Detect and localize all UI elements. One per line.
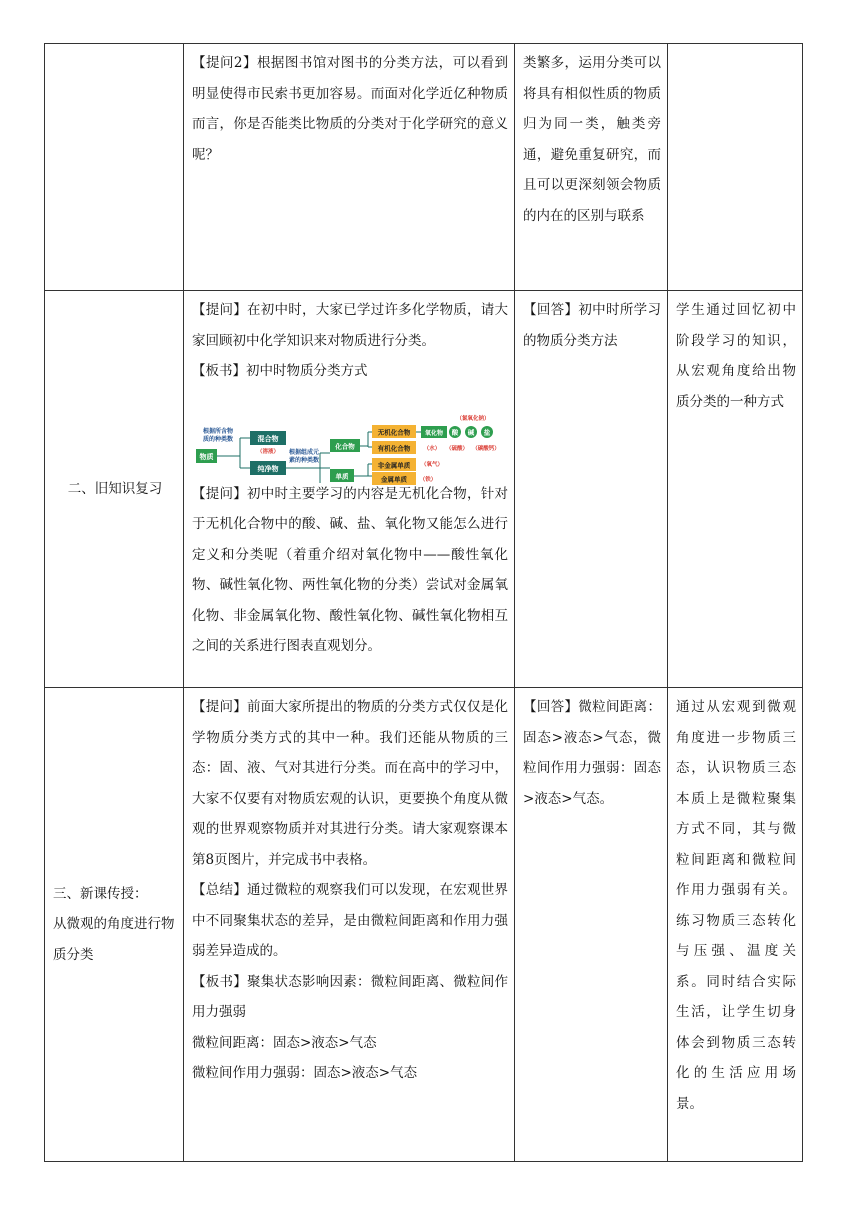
distance-line: 微粒间距离：固态>液态>气态 [192,1034,377,1051]
table-row [45,688,803,1162]
stage-title: 二、旧知识复习 [67,480,163,497]
metal-example: （铁） [419,476,437,483]
student-answer-text: 【回答】微粒间距离：固态>液态>气态，微粒间作用力强弱：固态>液态>气态。 [523,699,661,807]
design-intent-text: 通过从宏观到微观角度进一步物质三态，认识物质三态本质上是微粒聚集方式不同，其与微粒间距离和微粒间作用力强弱有关。练习物质三态转化与压强、温度关系。同时结合实际生活，让学生切身体会到物质三态转化的生活应用场景。 [676,699,796,1112]
stage-title: 三、新课传授： [53,885,148,902]
table-row [45,44,803,291]
nonmetal-example: （氧气） [420,461,444,468]
salt-label: 盐 [483,428,491,436]
basis-2-line-b: 素的种类数 [288,456,320,464]
stage-cell [45,688,184,1162]
table-row [45,291,803,688]
root-label: 物质 [199,452,214,461]
pure-label: 纯净物 [257,464,279,473]
design-intent-cell [668,688,803,1162]
summary-text: 【总结】通过微粒的观察我们可以发现，在宏观世界中不同聚集状态的差异，是由微粒间距离和作用力强弱差异造成的。 [192,882,508,959]
salt-example: （氯氧化钠） [456,415,490,422]
metal-label: 金属单质 [381,475,407,483]
basis-2-line-a: 根据组成元 [288,448,320,456]
student-activity-cell [515,291,668,688]
classification-diagram-svg [192,391,508,483]
teacher-activity-cell [184,44,515,291]
question-text: 【提问】前面大家所提出的物质的分类方式仅仅是化学物质分类方式的其中一种。我们还能从物质的三态：固、液、气对其进行分类。而在高中的学习中，大家不仅要有对物质宏观的认识，更要换个角度从微观的世界观察物质并对其进行分类。请大家观察课本第8页图片，并完成书中表格。 [192,699,508,868]
acid-example: （硫酸） [445,445,469,452]
board-writing-text: 【板书】初中时物质分类方式 [192,363,368,379]
basis-1-line-b: 质的种类数 [202,435,234,443]
student-activity-cell [515,44,668,291]
base-example: （碳酸钙） [472,445,500,452]
student-answer-text: 类繁多，运用分类可以将具有相似性质的物质归为同一类，触类旁通，避免重复研究，而且可以更深刻领会物质的内在的区别与联系 [523,55,661,224]
design-intent-cell [668,291,803,688]
teacher-activity-cell [184,291,515,688]
student-answer-text: 【回答】初中时所学习的物质分类方法 [523,302,661,349]
oxide-example: （水） [423,445,441,452]
basis-1-line-a: 根据所含物 [202,427,234,435]
stage-cell [45,291,184,688]
lesson-plan-table [44,43,803,1162]
student-activity-cell [515,688,668,1162]
stage-subtitle: 从微观的角度进行物质分类 [53,916,175,963]
force-line: 微粒间作用力强弱：固态>液态>气态 [192,1065,418,1081]
question-text: 【提问】初中时主要学习的内容是无机化合物，针对于无机化合物中的酸、碱、盐、氧化物又能怎么进行定义和分类呢（着重介绍对氧化物中——酸性氧化物、碱性氧化物、两性氧化物的分类）尝试对金属氧化物、非金属氧化物、酸性氧化物、碱性氧化物相互之间的关系进行图表直观划分。 [192,485,508,654]
compound-label: 化合物 [335,442,355,450]
element-label: 单质 [335,472,349,480]
oxide-label: 氧化物 [424,429,444,437]
board-writing-text: 【板书】聚集状态影响因素：微粒间距离、微粒间作用力强弱 [192,973,508,1020]
inorganic-label: 无机化合物 [377,428,411,436]
design-intent-text: 学生通过回忆初中阶段学习的知识，从宏观角度给出物质分类的一种方式 [676,302,796,410]
stage-cell-empty [45,44,184,291]
question-text: 【提问】在初中时，大家已学过许多化学物质，请大家回顾初中化学知识来对物质进行分类。 [192,302,508,349]
mixture-label: 混合物 [257,434,279,443]
organic-label: 有机化合物 [377,444,411,452]
mixture-example: （溶液） [256,448,280,455]
acid-label: 酸 [451,428,459,436]
teacher-activity-cell [184,688,515,1162]
design-intent-cell-empty [668,44,803,291]
question-2-text: 【提问2】根据图书馆对图书的分类方法，可以看到明显使得市民索书更加容易。而面对化学近亿种物质而言，你是否能类比物质的分类对于化学研究的意义呢？ [192,55,508,163]
base-label: 碱 [467,428,475,436]
nonmetal-label: 非金属单质 [377,461,411,469]
classification-diagram [192,391,508,483]
